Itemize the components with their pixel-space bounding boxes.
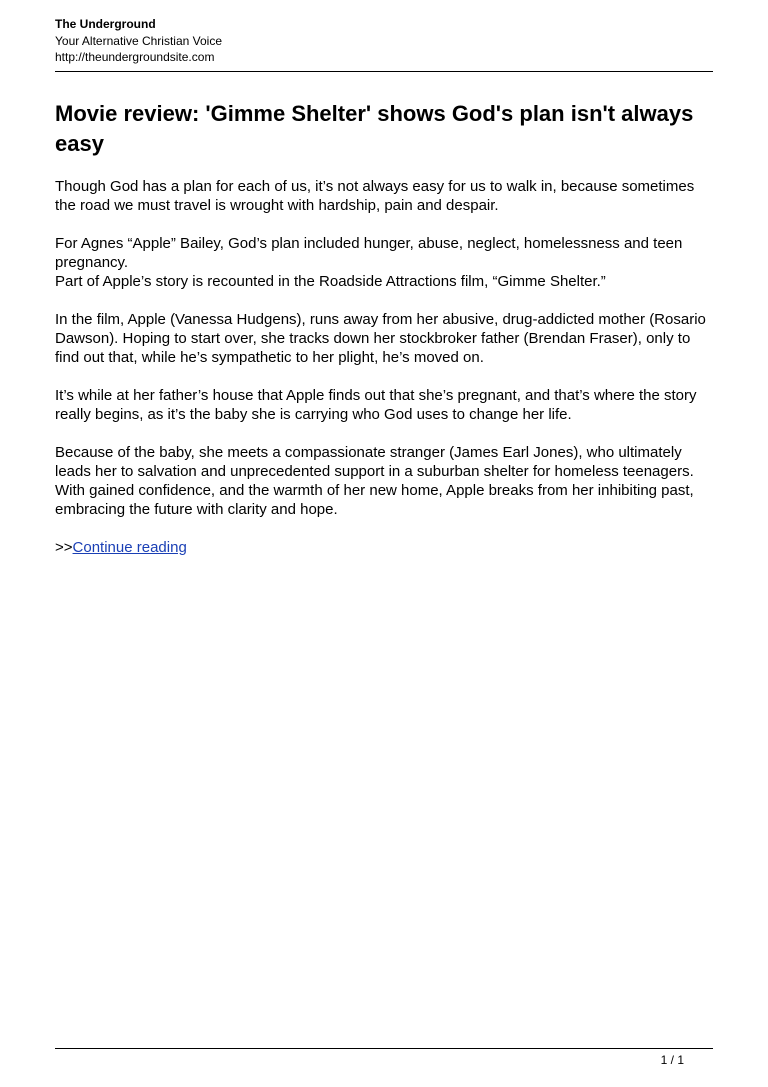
paragraph-apple-bailey (55, 234, 713, 291)
continue-prefix: >> (55, 539, 73, 556)
paragraph-pregnancy: It’s while at her father’s house that Apple finds out that she’s pregnant, and that’s where the story really begins, as it’s the baby she is carrying who God uses to change her life. (55, 387, 697, 423)
article-body (55, 177, 713, 576)
site-url: http://theundergroundsite.com (55, 50, 215, 64)
document-header (55, 16, 713, 65)
article-title: Movie review: 'Gimme Shelter' shows God's plan isn't always easy (55, 101, 694, 156)
paragraph-apple-bailey-line-1: For Agnes “Apple” Bailey, God’s plan included hunger, abuse, neglect, homelessness and teen pregnancy. (55, 235, 683, 271)
paragraph-salvation: Because of the baby, she meets a compassionate stranger (James Earl Jones), who ultimately leads her to salvation and unprecedented support in a suburban shelter for homeless teenagers. With gained confidence, and the warmth of her new home, Apple breaks from her inhibiting past, embracing the future with clarity and hope. (55, 444, 694, 518)
footer-divider (55, 1048, 713, 1049)
continue-reading-link[interactable]: Continue reading (72, 539, 187, 556)
site-tagline: Your Alternative Christian Voice (55, 34, 222, 48)
continue-reading (55, 538, 713, 557)
header-divider (55, 71, 713, 72)
paragraph-intro: Though God has a plan for each of us, it’s not always easy for us to walk in, because sometimes the road we must travel is wrought with hardship, pain and despair. (55, 178, 695, 214)
paragraph-film-plot: In the film, Apple (Vanessa Hudgens), runs away from her abusive, drug-addicted mother (Rosario Dawson). Hoping to start over, she tracks down her stockbroker father (Brendan Fraser), only to find out that, while he’s sympathetic to her plight, he’s moved on. (55, 311, 706, 366)
paragraph-apple-bailey-line-2: Part of Apple’s story is recounted in the Roadside Attractions film, “Gimme Shelter.” (55, 273, 606, 290)
site-name: The Underground (55, 17, 156, 31)
page-number: 1 / 1 (660, 1053, 684, 1067)
